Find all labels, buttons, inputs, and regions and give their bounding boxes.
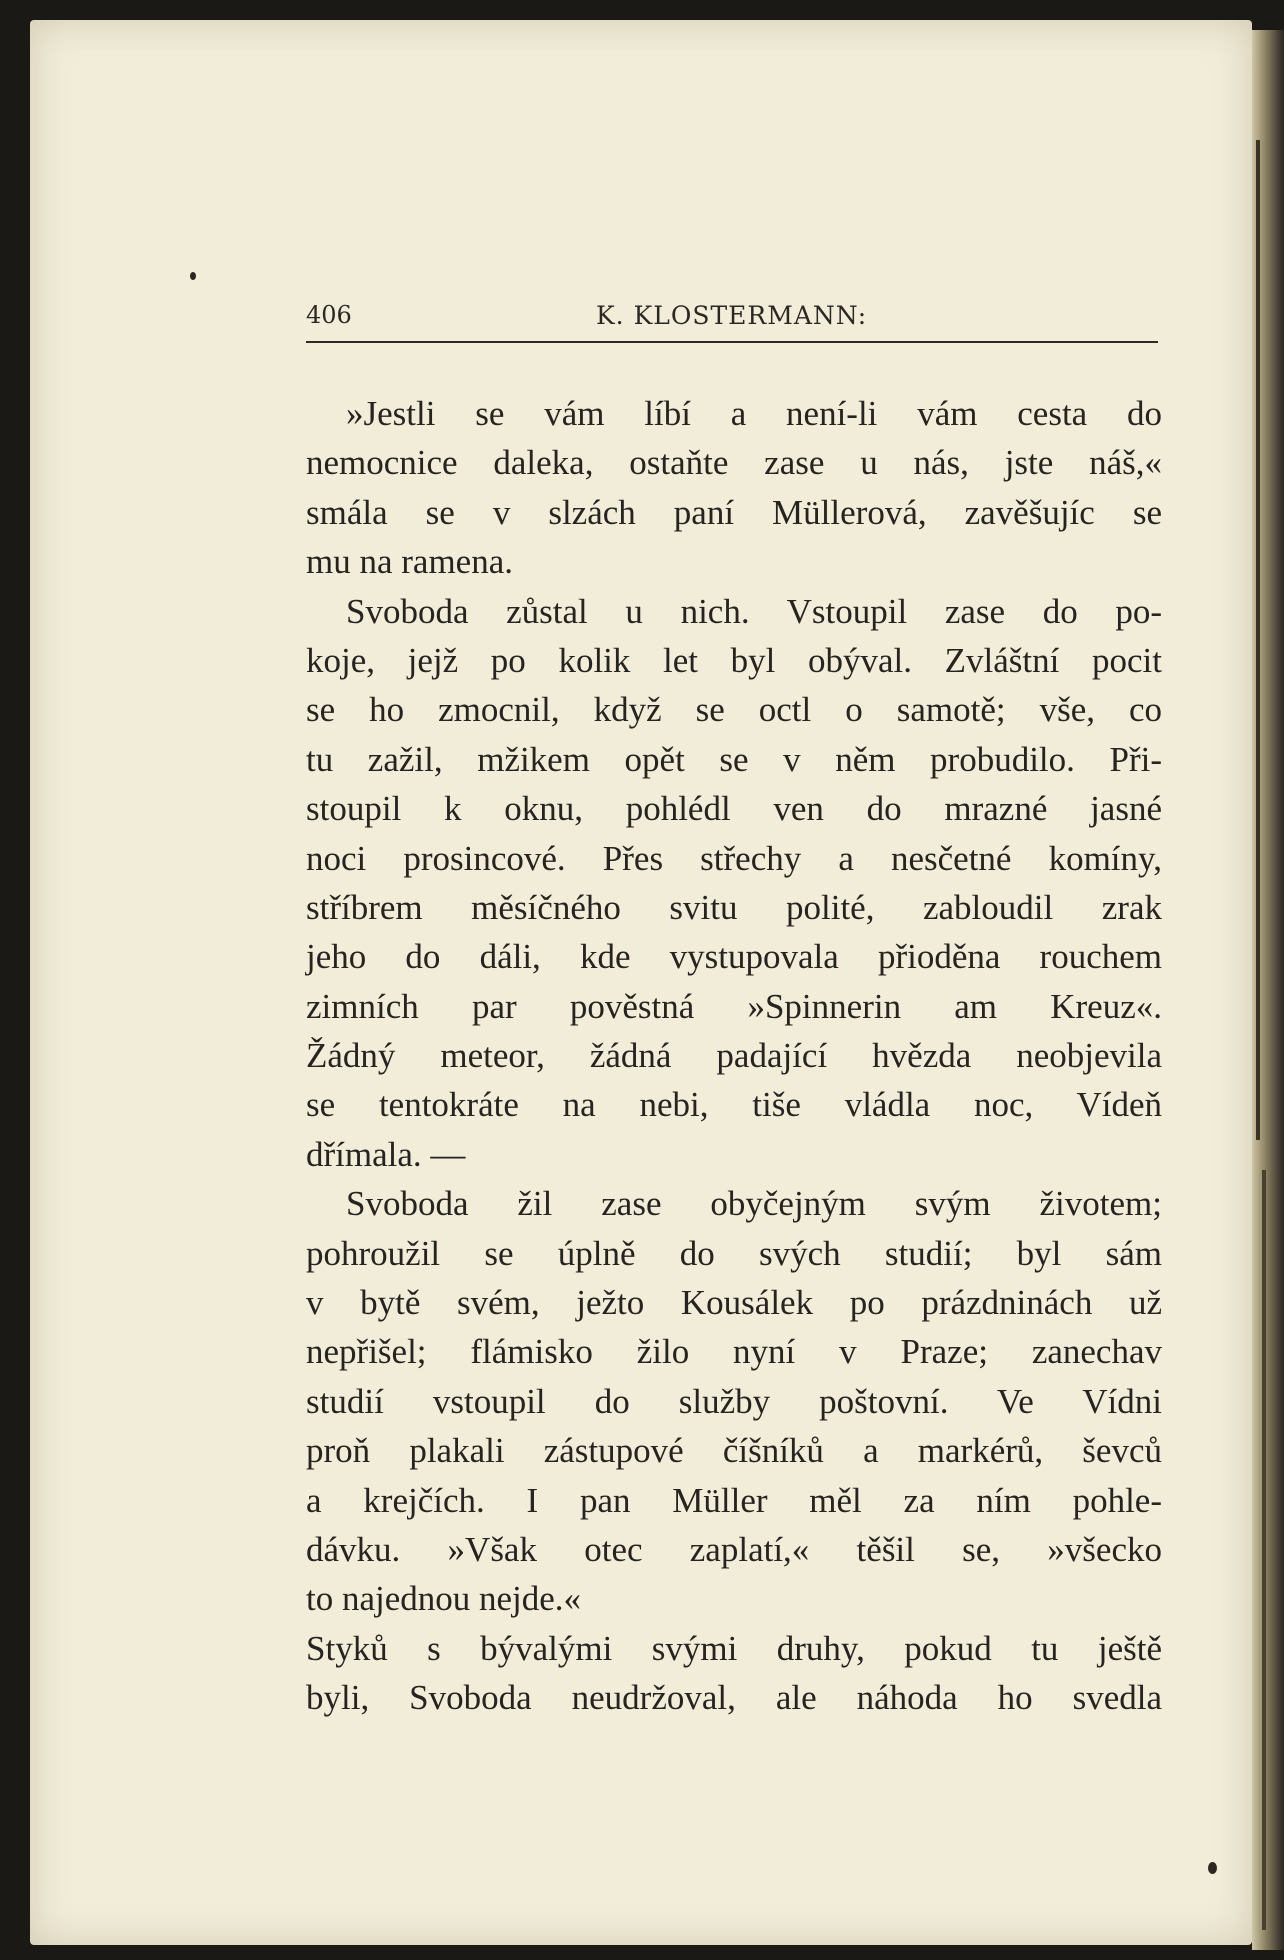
text-line: smála se v slzách paní Müllerová, zavěšujíc se	[306, 492, 1162, 532]
text-line: Styků s bývalými svými druhy, pokud tu ještě	[306, 1628, 1162, 1668]
text-line: mu na ramena.	[306, 542, 513, 582]
page-number: 406	[306, 301, 352, 329]
body-text	[306, 389, 1162, 1723]
text-line: »Jestli se vám líbí a není-li vám cesta do	[346, 394, 1162, 433]
binding-edge-line-lower	[1262, 1170, 1266, 1930]
ink-speck	[190, 272, 196, 280]
text-line: se tentokráte na nebi, tiše vládla noc, Vídeň	[306, 1085, 1162, 1125]
text-line: dávku. »Však otec zaplatí,« těšil se, »všecko	[306, 1529, 1162, 1569]
text-line: Žádný meteor, žádná padající hvězda neobjevila	[306, 1036, 1162, 1076]
text-line: zimních par pověstná »Spinnerin am Kreuz«.	[306, 986, 1162, 1026]
text-line: studií vstoupil do služby poštovní. Ve Vídni	[306, 1381, 1162, 1421]
text-line: to najednou nejde.«	[306, 1579, 582, 1619]
text-line: proň plakali zástupové číšníků a markérů, ševců	[306, 1431, 1162, 1471]
page-header	[306, 293, 1158, 343]
text-line: nepřišel; flámisko žilo nyní v Praze; zanechav	[306, 1332, 1162, 1372]
ink-speck	[1208, 1862, 1217, 1874]
text-line: a krejčích. I pan Müller měl za ním pohle-	[306, 1480, 1162, 1520]
text-line: se ho zmocnil, když se octl o samotě; vše, co	[306, 690, 1162, 730]
text-line: nemocnice daleka, ostaňte zase u nás, jste náš,«	[306, 443, 1162, 483]
text-line: jeho do dáli, kde vystupovala přioděna rouchem	[306, 937, 1162, 977]
binding-edge-line	[1256, 140, 1260, 1140]
text-line: stoupil k oknu, pohlédl ven do mrazné jasné	[306, 789, 1162, 829]
text-line: Svoboda žil zase obyčejným svým životem;	[346, 1184, 1162, 1224]
running-head: K. KLOSTERMANN:	[596, 301, 868, 330]
text-line: dřímala. —	[306, 1134, 466, 1174]
text-line: Svoboda zůstal u nich. Vstoupil zase do po-	[346, 591, 1162, 631]
text-line: stříbrem měsíčného svitu polité, zabloudil zrak	[306, 887, 1162, 927]
text-line: tu zažil, mžikem opět se v něm probudilo. Při-	[306, 739, 1162, 779]
text-line: byli, Svoboda neudržoval, ale náhoda ho svedla	[306, 1678, 1162, 1718]
text-line: pohroužil se úplně do svých studií; byl sám	[306, 1233, 1162, 1273]
text-line: v bytě svém, ježto Kousálek po prázdninách už	[306, 1283, 1162, 1323]
text-line: koje, jejž po kolik let byl obýval. Zvláštní pocit	[306, 640, 1162, 680]
text-line: noci prosincové. Přes střechy a nesčetné komíny,	[306, 838, 1162, 878]
